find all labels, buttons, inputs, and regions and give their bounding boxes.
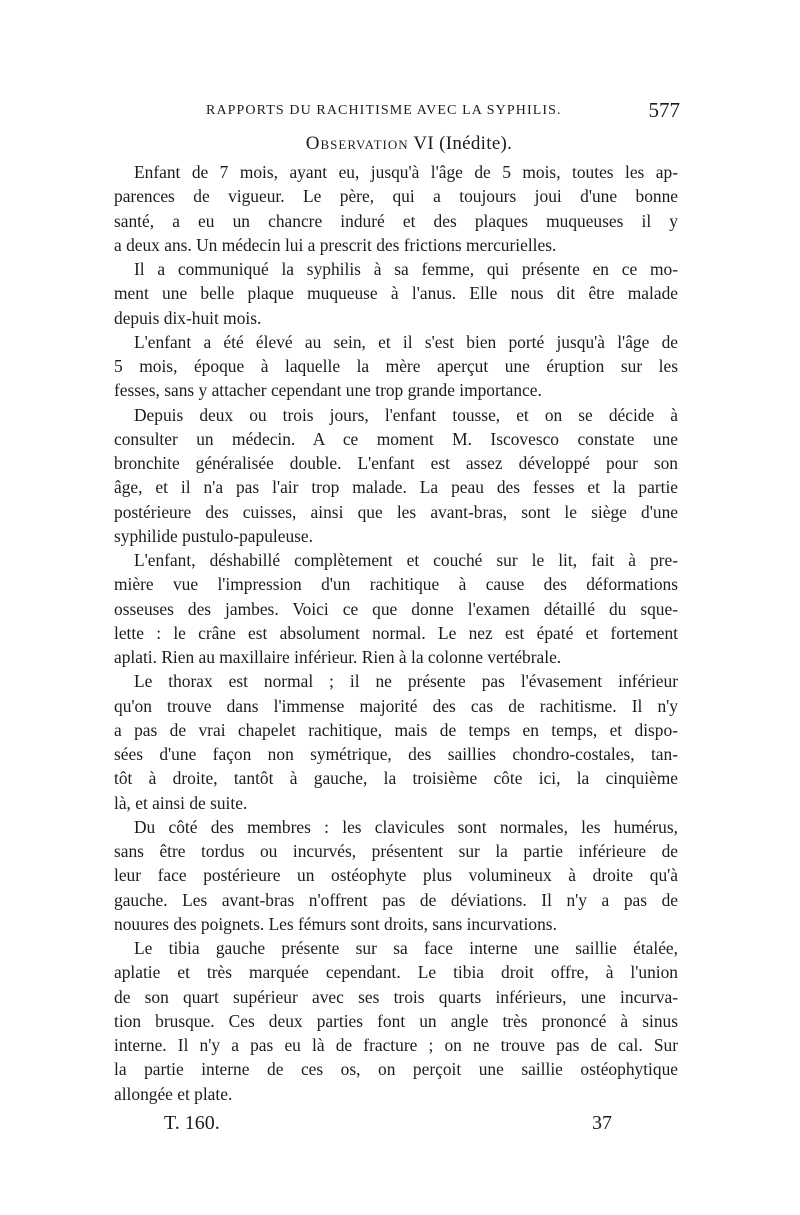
text-line: depuis dix-huit mois.	[114, 307, 262, 328]
text-line: a deux ans. Un médecin lui a prescrit des frictions mercurielles.	[114, 234, 557, 255]
text-line: postérieure des cuisses, ainsi que les avant-bras, sont le siège d'une	[114, 501, 678, 522]
text-line: osseuses des jambes. Voici ce que donne l'examen détaillé du sque-	[114, 598, 678, 619]
running-head	[114, 96, 684, 126]
book-page	[114, 96, 684, 1140]
sheet-number: 37	[592, 1111, 612, 1134]
text-line: nouures des poignets. Les fémurs sont droits, sans incurvations.	[114, 913, 557, 934]
paragraph	[114, 548, 684, 669]
text-line: là, et ainsi de suite.	[114, 792, 248, 813]
text-line: parences de vigueur. Le père, qui a toujours joui d'une bonne	[114, 186, 678, 207]
text-line: gauche. Les avant-bras n'offrent pas de déviations. Il n'y a pas de	[114, 889, 678, 910]
page-number: 577	[648, 98, 680, 122]
paragraph	[114, 160, 684, 257]
text-line: sans être tordus ou incurvés, présentent sur la partie inférieure de	[114, 841, 678, 861]
text-line: 5 mois, époque à laquelle la mère aperçut une éruption sur les	[114, 356, 678, 376]
paragraph	[114, 330, 684, 403]
page-footer	[114, 1112, 684, 1140]
observation-title-rest: VI (Inédite).	[413, 133, 513, 154]
paragraph	[114, 936, 684, 1106]
text-line: sées d'une façon non symétrique, des saillies chondro-costales, tan-	[114, 744, 678, 764]
text-line: Le tibia gauche présente sur sa face interne une saillie étalée,	[134, 938, 678, 958]
text-line: L'enfant, déshabillé complètement et couché sur le lit, fait à pre-	[134, 550, 678, 570]
running-title: RAPPORTS DU RACHITISME AVEC LA SYPHILIS.	[206, 103, 562, 118]
text-line: a pas de vrai chapelet rachitique, mais de temps en temps, et dispo-	[114, 719, 678, 740]
paragraph	[114, 669, 684, 815]
text-line: ment une belle plaque muqueuse à l'anus. Elle nous dit être malade	[114, 283, 678, 304]
text-line: Enfant de 7 mois, ayant eu, jusqu'à l'âge de 5 mois, toutes les ap-	[134, 162, 678, 182]
text-line: Il a communiqué la syphilis à sa femme, qui présente en ce mo-	[134, 259, 678, 279]
text-line: consulter un médecin. A ce moment M. Iscovesco constate une	[114, 428, 678, 449]
text-line: fesses, sans y attacher cependant une trop grande importance.	[114, 380, 542, 401]
text-line: syphilide pustulo-papuleuse.	[114, 525, 313, 546]
text-line: Le thorax est normal ; il ne présente pas l'évasement inférieur	[134, 671, 678, 692]
text-line: aplatie et très marquée cependant. Le tibia droit offre, à l'union	[114, 962, 678, 983]
paragraph	[114, 815, 684, 936]
text-line: âge, et il n'a pas l'air trop malade. La peau des fesses et la partie	[114, 477, 678, 498]
text-line: lette : le crâne est absolument normal. Le nez est épaté et fortement	[114, 622, 678, 643]
text-line: allongée et plate.	[114, 1083, 233, 1104]
text-line: tôt à droite, tantôt à gauche, la troisième côte ici, la cinquième	[114, 768, 678, 789]
observation-title-prefix: Observation	[305, 133, 409, 154]
text-line: qu'on trouve dans l'immense majorité des cas de rachitisme. Il n'y	[114, 695, 678, 716]
text-line: tion brusque. Ces deux parties font un angle très prononcé à sinus	[114, 1010, 678, 1031]
text-line: aplati. Rien au maxillaire inférieur. Rien à la colonne vertébrale.	[114, 647, 562, 667]
paragraph	[114, 257, 684, 330]
text-line: bronchite généralisée double. L'enfant est assez développé pour son	[114, 453, 678, 473]
text-line: interne. Il n'y a pas eu là de fracture ; on ne trouve pas de cal. Sur	[114, 1035, 678, 1055]
observation-body	[114, 160, 684, 1106]
paragraph	[114, 403, 684, 549]
text-line: la partie interne de ces os, on perçoit une saillie ostéophytique	[114, 1059, 678, 1080]
text-line: leur face postérieure un ostéophyte plus volumineux à droite qu'à	[114, 865, 678, 886]
text-line: L'enfant a été élevé au sein, et il s'est bien porté jusqu'à l'âge de	[134, 331, 678, 352]
signature-mark: T. 160.	[164, 1111, 220, 1134]
text-line: Du côté des membres : les clavicules sont normales, les humérus,	[134, 816, 678, 837]
text-line: de son quart supérieur avec ses trois quarts inférieurs, une incurva-	[114, 986, 678, 1007]
text-line: mière vue l'impression d'un rachitique à cause des déformations	[114, 574, 678, 595]
text-line: Depuis deux ou trois jours, l'enfant tousse, et on se décide à	[134, 404, 678, 425]
observation-title	[134, 130, 684, 158]
text-line: santé, a eu un chancre induré et des plaques muqueuses il y	[114, 210, 678, 231]
